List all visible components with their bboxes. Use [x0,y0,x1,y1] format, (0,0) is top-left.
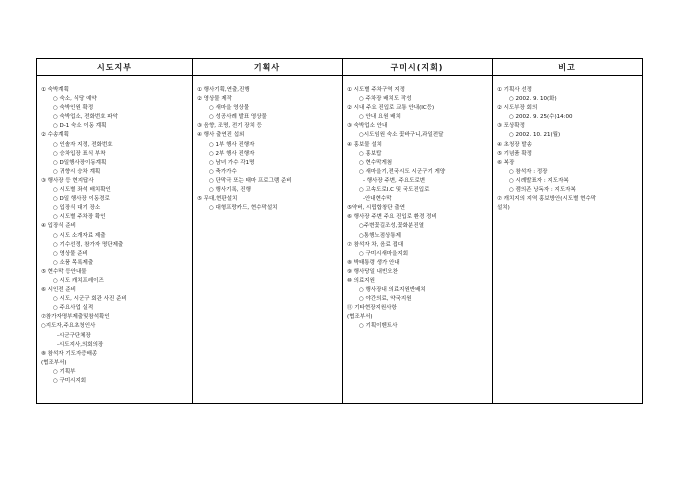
list-item: ○ 2002. 9. 25(수)14:00 [509,114,573,121]
list-item: -시군구단체장 [57,332,91,339]
list-item: ② 시도부장 회의 [497,105,538,112]
list-item: ⑤ 무대,현판설치 [197,196,238,203]
list-item: ○ 행사기록, 진행 [209,187,251,194]
list-item: ③ 음향, 조명, 전기 장치 등 [197,123,262,130]
list-item: ○ 남녀 가수 각1명 [209,159,255,166]
list-item: ⑪ 기타현장지원사항 [347,305,397,312]
list-item: -시도지사,의회의장 [57,341,104,348]
list-item: ② 영상물 제작 [197,96,232,103]
list-item: ○ D-1 숙소 이동 계획 [53,123,107,130]
header-planning-agency: 기획사 [253,62,281,72]
column-gumi-city [343,76,492,403]
list-item: (협조부서) [41,359,67,366]
header-sido-branch: 시도지부 [97,62,132,72]
list-item: ○ 참석자 : 정장 [509,168,548,175]
list-item: (협조부서) [347,314,373,321]
list-item: ⑨ 행사당일 내빈오찬 [347,268,398,275]
list-item: - 행사장 주변, 주요도로변 [363,177,426,184]
list-item: ○ 기획이벤트사 [359,323,398,330]
list-item: ① 행사기획,연출,진행 [197,87,250,93]
list-item: ④ 초청장 발송 [497,141,532,148]
list-item: ⑤약버, 시립합창단 출연 [347,205,405,212]
list-item: ○주변꽃길조성,꽃화분진열 [359,223,424,230]
list-item: ○ 성공사례 발표 영상물 [209,114,267,121]
list-item: ○ 2002. 9. 10(화) [509,96,557,103]
list-item: ⑦ 캐치지의 지역 홍보방안(시도별 현수막 [497,196,597,203]
list-item: ○ 대형프랑카드, 현수막설치 [209,205,278,212]
list-item: ○ 안내 요원 배치 [359,114,401,121]
list-item: ○ 구미시새마을지회 [359,250,409,257]
column-sido-branch [37,76,192,403]
list-item: ○ 축가가수 [209,168,237,175]
list-item: ○ 시도 캐치프레이즈 [53,277,104,284]
list-item: ○ 소품 목록제출 [53,259,94,266]
header-remarks: 비고 [558,62,576,72]
list-item: ○ 새마을 영상물 [209,105,250,112]
table-header-row [37,59,642,76]
column-planning-agency [193,76,342,403]
list-item: ○ 홍보탑 [359,150,382,157]
list-item: -안내현수막 [363,196,392,203]
list-item: ⑤ 기념품 확정 [497,150,532,157]
list-item: ○ 시도, 시군구 회관 사진 준비 [53,296,127,303]
list-item: ○시도임원 숙소 꽃바구니,과일전달 [359,132,444,139]
list-item: ○ 1부 행사 진행자 [209,141,255,148]
list-item: ○ 야간의료, 약국지원 [359,296,412,303]
list-item: ○ 인솔자 지정, 전화번호 [53,141,113,148]
list-item: ⑤ 현수막 등안내물 [41,268,87,275]
list-item: ○ 캠의존 낭독자 : 지도자복 [509,187,576,194]
list-item: ○ 영상물 준비 [53,250,88,257]
list-item: ⑥ 행사장 주변 주요 진입로 환경 정비 [347,214,437,221]
list-item: ○ 시례발표자 : 지도자복 [509,177,569,184]
list-item: ○통행노점상통제 [359,232,401,239]
list-item: ① 숙박계획 [41,87,69,93]
list-item: ○ 시도별 주차장 확인 [53,214,106,221]
list-item: ⑧ 참석자 기도자증배종 [41,350,98,357]
list-item: ○ 숙소, 식당 예약 [53,96,97,103]
column-remarks [493,76,643,403]
list-item: ⑧ 박태통령 생가 안내 [347,259,400,266]
list-item: ○ 2부 행사 진행자 [209,150,255,157]
list-item: ○ 기획부 [53,368,76,375]
list-item: ○ D일 행사장 이동경로 [53,196,110,203]
list-item: ○ 2002. 10. 21(월) [509,132,561,139]
list-item: ④ 행사 출연진 섭외 [197,132,245,139]
list-item: ⑥ 복장 [497,159,515,166]
list-item: ○지도자,주요초청인사 [41,323,96,330]
list-item: ① 시도별 주차구역 지정 [347,87,405,93]
list-item: ⑩ 의료지원 [347,277,375,284]
list-item: ○ 입장식 대기 장소 [53,205,101,212]
list-item: ○ 주차장 배치도 작성 [359,96,412,103]
list-item: ○ 숙박인원 확정 [53,105,94,112]
list-item: ② 수송계획 [41,132,69,139]
list-item: ② 시내 주요 진입로 교통 안내(IC등) [347,105,435,112]
list-item: ⑦ 참석자 차, 음료 접대 [347,241,404,248]
list-item: ○ 주요사업 실적 [53,305,94,312]
list-item: ⑦참가자명부제출및참석확인 [41,314,110,321]
list-item: ○ 시도 소개자료 제출 [53,232,106,239]
list-item: ○ D일행사장이동계획 [53,159,107,166]
list-item: ○ 새마을기,전국시도 시군구기 게양 [359,168,446,175]
list-item: ③ 숙박업소 안내 [347,123,388,130]
list-item: ○ 현수막게첨 [359,159,393,166]
list-item: ○ 시도별 좌석 배치확인 [53,187,111,194]
list-item: ○ 행사장내 의료지원반배치 [359,287,426,294]
list-item: ④ 홍보물 설치 [347,141,382,148]
list-item: ⑥ 시인전 준비 [41,287,76,294]
header-gumi-city: 구미시(지회) [390,62,444,72]
list-item: ○ 기수선정, 참가자 명단제출 [53,241,124,248]
list-item: ○ 단막극 또는 태마 프로그램 준비 [209,177,292,184]
list-item: ○ 승차입장 표식 부착 [53,150,106,157]
list-item: ③ 포상확정 [497,123,525,130]
list-item: ④ 입장식 준비 [41,223,76,230]
list-item: ○ 숙박업소, 전화번호 파악 [53,114,118,121]
list-item: ○ 구미시지회 [53,378,87,384]
list-item: 설치) [497,205,510,212]
list-item: ① 기획사 선정 [497,87,532,93]
list-item: ○ 귀향시 승차 계획 [53,168,101,175]
plan-table [36,58,643,404]
list-item: ○ 고속도로I.C 및 국도진입로 [359,187,430,194]
list-item: ③ 행사장 등 현지답사 [41,177,94,184]
